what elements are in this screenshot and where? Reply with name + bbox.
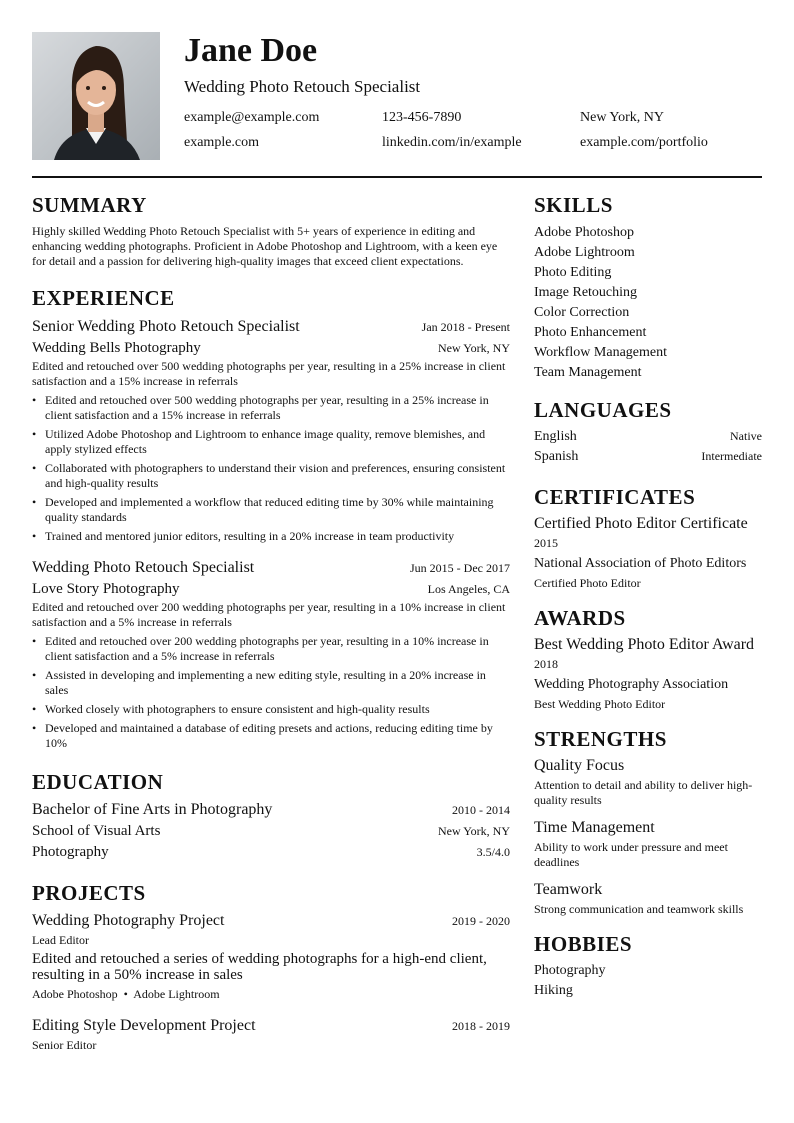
education-section [32, 769, 510, 862]
summary-text: Highly skilled Wedding Photo Retouch Specialist with 5+ years of experience in editing and enhancing wedding photographs. Proficient in Adobe Photoshop and Lightroom, with a keen eye for detail and a passion for delivering high-quality images that exceed client expectations. [32, 224, 498, 268]
experience-section [32, 285, 510, 751]
project-description: Edited and retouched a series of wedding photographs for a high-end client, resulting in a 50% increase in sales [32, 951, 487, 983]
project-dates: 2019 - 2020 [452, 914, 510, 928]
candidate-title: Wedding Photo Retouch Specialist [184, 77, 421, 96]
project-name: Wedding Photography Project [32, 912, 225, 929]
profile-photo [32, 32, 160, 160]
job-bullet: • Assisted in developing and implementing a new editing style, resulting in a 20% increase in sales [32, 668, 510, 698]
experience-entry [32, 317, 510, 544]
strength-name: Quality Focus [534, 757, 625, 774]
job-bullet: • Developed and implemented a workflow that reduced editing time by 30% while maintaining quality standards [32, 495, 510, 525]
contact-linkedin[interactable]: linkedin.com/in/example [382, 135, 522, 150]
language-level: Intermediate [701, 449, 762, 463]
project-role: Lead Editor [32, 933, 89, 947]
skill-item: Workflow Management [534, 345, 667, 360]
project-tools: Adobe Photoshop • Adobe Lightroom [32, 987, 220, 1001]
projects-section [32, 880, 510, 1053]
contact-email[interactable]: example@example.com [184, 110, 320, 125]
language-level: Native [730, 429, 762, 443]
job-title: Senior Wedding Photo Retouch Specialist [32, 318, 300, 335]
strength-desc: Ability to work under pressure and meet deadlines [534, 840, 728, 869]
hobbies-section [534, 931, 762, 1001]
skill-item: Photo Enhancement [534, 325, 647, 340]
strength-name: Teamwork [534, 881, 603, 898]
job-bullets [32, 393, 510, 544]
project-entry [32, 911, 510, 1002]
skills-section [534, 192, 762, 383]
hobby-item: Hiking [534, 983, 573, 998]
strength-item [534, 818, 762, 870]
project-dates: 2018 - 2019 [452, 1019, 510, 1033]
education-field: Photography [32, 844, 109, 860]
education-school: School of Visual Arts [32, 823, 161, 839]
skill-item: Adobe Lightroom [534, 245, 635, 260]
left-column [32, 192, 510, 1053]
strength-item [534, 756, 762, 808]
language-name: English [534, 429, 577, 444]
language-item [534, 427, 762, 446]
skills-heading: SKILLS [534, 193, 613, 217]
strength-item [534, 880, 762, 917]
job-bullet: • Trained and mentored junior editors, resulting in a 20% increase in team productivity [32, 529, 510, 544]
summary-section [32, 192, 510, 269]
language-item [534, 447, 762, 466]
award-subtitle: Best Wedding Photo Editor [534, 697, 666, 711]
hobbies-heading: HOBBIES [534, 932, 633, 956]
skill-item: Adobe Photoshop [534, 225, 634, 240]
strength-name: Time Management [534, 819, 655, 836]
certificates-heading: CERTIFICATES [534, 485, 696, 509]
job-bullet: • Edited and retouched over 500 wedding photographs per year, resulting in a 25% increase in client satisfaction and a 15% increase in referrals [32, 393, 510, 423]
job-location: New York, NY [437, 341, 510, 355]
project-name: Editing Style Development Project [32, 1017, 256, 1034]
education-dates: 2010 - 2014 [452, 803, 510, 817]
job-title: Wedding Photo Retouch Specialist [32, 559, 255, 576]
job-bullet: • Developed and maintained a database of editing presets and actions, reducing editing time by 10% [32, 721, 510, 751]
certificate-issuer: National Association of Photo Editors [534, 556, 747, 571]
award-issuer: Wedding Photography Association [534, 677, 729, 692]
candidate-name: Jane Doe [184, 32, 318, 69]
strengths-heading: STRENGTHS [534, 727, 667, 751]
awards-section [534, 605, 762, 712]
job-summary: Edited and retouched over 200 wedding photographs per year, resulting in a 10% increase in client satisfaction and a 5% increase in referrals [32, 600, 506, 629]
skill-item: Photo Editing [534, 265, 612, 280]
contact-phone[interactable]: 123-456-7890 [382, 110, 462, 125]
job-company: Wedding Bells Photography [32, 340, 201, 356]
job-bullet: • Worked closely with photographers to ensure consistent and high-quality results [32, 702, 510, 717]
languages-section [534, 397, 762, 466]
experience-entry [32, 558, 510, 751]
contact-website[interactable]: example.com [184, 135, 260, 150]
skill-item: Color Correction [534, 305, 630, 320]
job-company: Love Story Photography [32, 581, 180, 597]
language-name: Spanish [534, 449, 579, 464]
strength-desc: Strong communication and teamwork skills [534, 902, 744, 916]
project-role: Senior Editor [32, 1038, 97, 1052]
contact-location: New York, NY [580, 110, 665, 125]
skill-item: Team Management [534, 365, 642, 380]
certificate-year: 2015 [534, 536, 558, 550]
contact-portfolio[interactable]: example.com/portfolio [580, 135, 708, 150]
header-divider [32, 176, 762, 178]
certificates-section [534, 484, 762, 591]
job-bullet: • Utilized Adobe Photoshop and Lightroom to enhance image quality, remove blemishes, and apply stylized effects [32, 427, 510, 457]
certificate-subtitle: Certified Photo Editor [534, 576, 641, 590]
languages-heading: LANGUAGES [534, 398, 672, 422]
job-bullet: • Collaborated with photographers to understand their vision and preferences, ensuring consistent and high-quality results [32, 461, 510, 491]
education-gpa: 3.5/4.0 [476, 845, 510, 859]
job-bullet: • Edited and retouched over 200 wedding photographs per year, resulting in a 10% increase in client satisfaction and a 5% increase in referrals [32, 634, 510, 664]
strengths-section [534, 726, 762, 917]
strength-desc: Attention to detail and ability to deliver high-quality results [534, 778, 753, 807]
skill-item: Image Retouching [534, 285, 638, 300]
right-column [534, 192, 762, 1001]
education-heading: EDUCATION [32, 770, 164, 794]
resume-header [32, 32, 762, 160]
projects-heading: PROJECTS [32, 881, 146, 905]
job-dates: Jan 2018 - Present [421, 320, 510, 334]
job-location: Los Angeles, CA [427, 582, 510, 596]
summary-heading: SUMMARY [32, 193, 147, 217]
award-name: Best Wedding Photo Editor Award [534, 636, 755, 653]
education-degree: Bachelor of Fine Arts in Photography [32, 801, 273, 818]
certificate-name: Certified Photo Editor Certificate [534, 515, 748, 532]
education-location: New York, NY [437, 824, 510, 838]
job-summary: Edited and retouched over 500 wedding photographs per year, resulting in a 25% increase in client satisfaction and a 15% increase in referrals [32, 359, 506, 388]
experience-heading: EXPERIENCE [32, 286, 175, 310]
award-year: 2018 [534, 657, 558, 671]
awards-heading: AWARDS [534, 606, 626, 630]
job-bullets [32, 634, 510, 751]
project-entry [32, 1016, 510, 1053]
job-dates: Jun 2015 - Dec 2017 [410, 561, 510, 575]
hobby-item: Photography [534, 963, 606, 978]
